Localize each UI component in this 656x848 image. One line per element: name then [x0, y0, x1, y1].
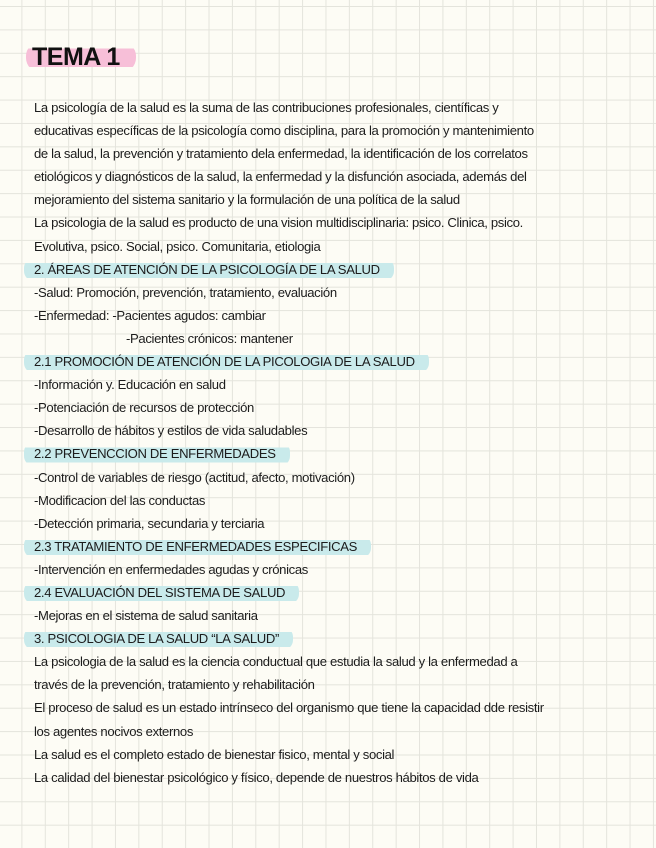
- list-item: -Salud: Promoción, prevención, tratamiento, evaluación: [34, 284, 337, 300]
- list-item: -Desarrollo de hábitos y estilos de vida saludables: [34, 423, 308, 439]
- text-line: El proceso de salud es un estado intrínseco del organismo que tiene la capacidad dde resistir: [34, 700, 544, 716]
- section-heading: 2.4 EVALUACIÓN DEL SISTEMA DE SALUD: [34, 581, 634, 604]
- text-line: los agentes nocivos externos: [34, 723, 194, 739]
- list-item: -Intervención en enfermedades agudas y crónicas: [34, 561, 308, 577]
- text-line: La psicologia de la salud es producto de una vision multidisciplinaria: psico. Clinica, psico.: [34, 215, 523, 231]
- list-item: -Detección primaria, secundaria y terciaria: [34, 515, 265, 531]
- list-item: -Mejoras en el sistema de salud sanitaria: [34, 608, 258, 624]
- list-item: -Enfermedad: -Pacientes agudos: cambiar: [34, 307, 266, 323]
- notes-content: [34, 96, 634, 789]
- section-heading: 3. PSICOLOGIA DE LA SALUD “LA SALUD”: [34, 627, 634, 650]
- list-subitem: -Pacientes crónicos: mantener: [126, 330, 293, 346]
- list-item: -Control de variables de riesgo (actitud, afecto, motivación): [34, 469, 355, 485]
- text-line: Evolutiva, psico. Social, psico. Comunitaria, etiologia: [34, 238, 321, 254]
- text-line: educativas específicas de la psicología como disciplina, para la promoción y mantenimiento: [34, 123, 534, 139]
- text-line: etiológicos y diagnósticos de la salud, la enfermedad y la disfunción asociada, además del: [34, 169, 527, 185]
- section-heading: 2.1 PROMOCIÓN DE ATENCIÓN DE LA PICOLOGIA DE LA SALUD: [34, 350, 634, 373]
- page-title: TEMA 1: [26, 42, 136, 72]
- text-line: La salud es el completo estado de bienestar fisico, mental y social: [34, 746, 395, 762]
- section-heading: 2.2 PREVENCCION DE ENFERMEDADES: [34, 442, 634, 465]
- section-heading: 2.3 TRATAMIENTO DE ENFERMEDADES ESPECIFICAS: [34, 535, 634, 558]
- text-line: La calidad del bienestar psicológico y físico, depende de nuestros hábitos de vida: [34, 769, 479, 785]
- text-line: través de la prevención, tratamiento y rehabilitación: [34, 677, 315, 693]
- title-wrap: [26, 42, 136, 72]
- list-item: -Modificacion del las conductas: [34, 492, 206, 508]
- section-heading: 2. ÁREAS DE ATENCIÓN DE LA PSICOLOGÍA DE LA SALUD: [34, 258, 634, 281]
- text-line: La psicologia de la salud es la ciencia conductual que estudia la salud y la enfermedad a: [34, 654, 518, 670]
- text-line: mejoramiento del sistema sanitario y la formulación de una política de la salud: [34, 192, 460, 208]
- text-line: de la salud, la prevención y tratamiento dela enfermedad, la identificación de los correlatos: [34, 146, 528, 162]
- text-line: La psicología de la salud es la suma de las contribuciones profesionales, científicas y: [34, 100, 499, 115]
- list-item: -Información y. Educación en salud: [34, 377, 226, 393]
- list-item: -Potenciación de recursos de protección: [34, 400, 254, 416]
